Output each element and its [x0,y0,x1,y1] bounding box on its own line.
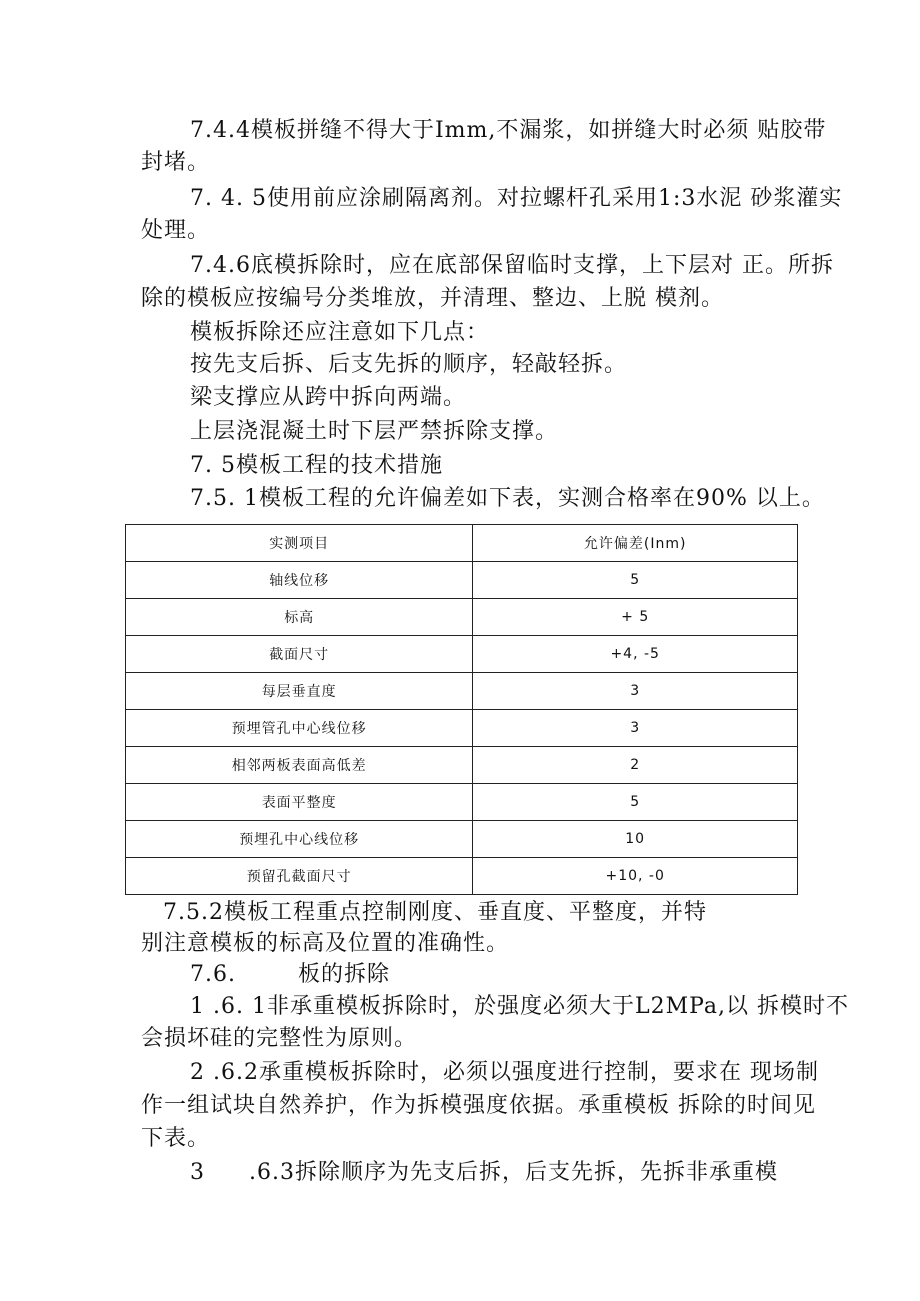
table-cell-tolerance: 5 [473,562,798,599]
table-cell-item: 每层垂直度 [126,673,473,710]
paragraph-7-5-2-line-2: 别注意模板的标高及位置的准确性。 [141,931,510,956]
section-heading-7-5: 7. 5模板工程的技术措施 [190,453,443,478]
table-row [126,562,798,599]
paragraph-7-6-2-line-1: 2 .6.2承重模板拆除时，必须以强度进行控制，要求在 现场制 [190,1060,819,1085]
table-cell-item: 轴线位移 [126,562,473,599]
paragraph-7-5-1: 7.5. 1模板工程的允许偏差如下表，实测合格率在90% 以上。 [190,486,825,511]
table-row [126,784,798,821]
table-row [126,821,798,858]
paragraph-7-4-4-line-2: 封堵。 [141,150,211,175]
removal-note-3: 上层浇混凝土时下层严禁拆除支撑。 [190,419,559,444]
table-cell-item: 预埋管孔中心线位移 [126,710,473,747]
table-cell-tolerance: 5 [473,784,798,821]
paragraph-7-4-5-line-2: 处理。 [141,218,211,243]
table-cell-tolerance: 3 [473,673,798,710]
table-cell-tolerance: 3 [473,710,798,747]
table-row [126,710,798,747]
paragraph-7-6-2-line-2: 作一组试块自然养护，作为拆模强度依据。承重模板 拆除的时间见 [141,1093,816,1118]
table-cell-item: 表面平整度 [126,784,473,821]
table-cell-tolerance: +4, -5 [473,636,798,673]
table-cell-item: 截面尺寸 [126,636,473,673]
table-header-item: 实测项目 [126,525,473,562]
table-cell-item: 标高 [126,599,473,636]
table-cell-item: 预留孔截面尺寸 [126,858,473,895]
table-cell-tolerance: + 5 [473,599,798,636]
paragraph-7-6-1-line-1: 1 .6. 1非承重模板拆除时，於强度必须大于L2MPa,以 拆模时不 [190,994,850,1019]
section-heading-7-6-title: 板的拆除 [298,962,391,987]
paragraph-7-6-3-text: .6.3拆除顺序为先支后拆，后支先拆，先拆非承重模 [249,1160,778,1185]
table-row [126,636,798,673]
paragraph-7-5-2-line-1: 7.5.2模板工程重点控制刚度、垂直度、平整度，并特 [163,900,707,925]
removal-notes-intro: 模板拆除还应注意如下几点： [190,320,490,345]
paragraph-7-4-5-line-1: 7. 4. 5使用前应涂刷隔离剂。对拉螺杆孔采用1:3水泥 砂浆灌实 [190,186,843,211]
table-cell-item: 预埋孔中心线位移 [126,821,473,858]
table-cell-item: 相邻两板表面高低差 [126,747,473,784]
table-row [126,599,798,636]
table-cell-tolerance: +10, -0 [473,858,798,895]
table-header-row [126,525,798,562]
table-cell-tolerance: 10 [473,821,798,858]
paragraph-7-6-2-line-3: 下表。 [141,1126,211,1151]
paragraph-7-4-6-line-2: 除的模板应按编号分类堆放，并清理、整边、上脱 模剂。 [141,286,724,311]
paragraph-7-4-4-line-1: 7.4.4模板拼缝不得大于Imm,不漏浆，如拼缝大时必须 贴胶带 [190,118,827,143]
table-row [126,858,798,895]
removal-note-1: 按先支后拆、后支先拆的顺序，轻敲轻拆。 [190,352,628,377]
paragraph-7-6-3-number: 3 [190,1160,205,1185]
paragraph-7-6-1-line-2: 会损坏硅的完整性为原则。 [141,1026,418,1051]
table-row [126,747,798,784]
tolerance-table [125,524,798,895]
paragraph-7-4-6-line-1: 7.4.6底模拆除时，应在底部保留临时支撑，上下层对 正。所拆 [190,253,834,278]
table-cell-tolerance: 2 [473,747,798,784]
removal-note-2: 梁支撑应从跨中拆向两端。 [190,385,467,410]
table-header-tolerance: 允许偏差(Inm) [473,525,798,562]
section-heading-7-6-number: 7.6. [190,962,236,987]
table-row [126,673,798,710]
